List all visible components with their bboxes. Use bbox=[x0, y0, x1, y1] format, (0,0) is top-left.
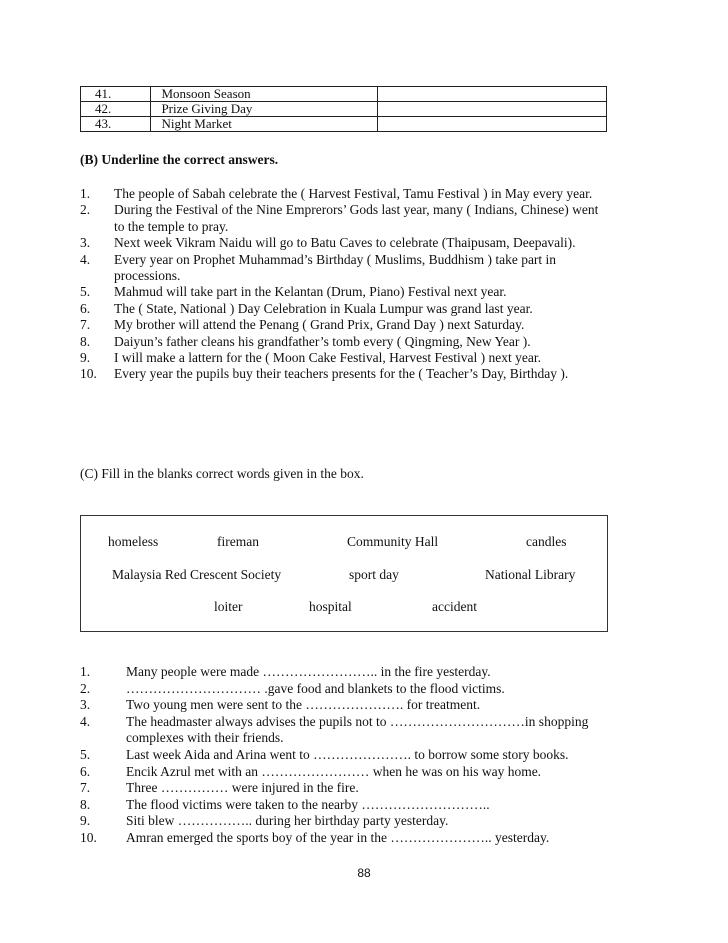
row-number: 41. bbox=[81, 87, 151, 102]
word-accident: accident bbox=[432, 599, 477, 614]
item-text: The headmaster always advises the pupils not to …………………………in shopping complexes with their friends. bbox=[126, 713, 589, 746]
row-blank-cell bbox=[378, 87, 607, 102]
word-national-library: National Library bbox=[485, 567, 576, 582]
item-number: 6. bbox=[80, 763, 91, 779]
word-red-crescent: Malaysia Red Crescent Society bbox=[112, 567, 282, 582]
word-loiter: loiter bbox=[214, 599, 243, 614]
row-number: 42. bbox=[81, 102, 151, 117]
table-row bbox=[81, 102, 607, 117]
list-item bbox=[80, 681, 620, 698]
page-number: 88 bbox=[357, 866, 371, 880]
list-item bbox=[80, 764, 620, 781]
section-b-heading: (B) Underline the correct answers. bbox=[80, 152, 279, 167]
item-number: 1. bbox=[80, 664, 91, 679]
section-c-heading: (C) Fill in the blanks correct words given in the box. bbox=[80, 466, 364, 481]
word-fireman: fireman bbox=[217, 534, 259, 549]
item-text: Next week Vikram Naidu will go to Batu Caves to celebrate (Thaipusam, Deepavali). bbox=[114, 235, 576, 251]
item-number: 9. bbox=[80, 350, 91, 366]
list-item bbox=[80, 301, 610, 317]
list-item bbox=[80, 830, 620, 847]
item-number: 5. bbox=[80, 746, 91, 762]
list-item bbox=[80, 714, 620, 747]
item-text: The flood victims were taken to the nearby ……………………….. bbox=[126, 796, 490, 812]
word-community-hall: Community Hall bbox=[347, 534, 439, 549]
list-item bbox=[80, 350, 610, 366]
item-text: Every year on Prophet Muhammad’s Birthday ( Muslims, Buddhism ) take part in processions. bbox=[114, 251, 557, 284]
item-number: 9. bbox=[80, 813, 91, 829]
row-number: 43. bbox=[81, 117, 151, 132]
item-number: 8. bbox=[80, 796, 91, 812]
item-text: My brother will attend the Penang ( Grand Prix, Grand Day ) next Saturday. bbox=[114, 317, 525, 333]
list-item bbox=[80, 747, 620, 764]
table-row bbox=[81, 87, 607, 102]
item-text: I will make a lattern for the ( Moon Cake Festival, Harvest Festival ) next year. bbox=[114, 350, 542, 366]
list-item bbox=[80, 780, 620, 797]
festival-table bbox=[80, 86, 607, 132]
list-item bbox=[80, 252, 610, 285]
table-row bbox=[81, 117, 607, 132]
row-name: Prize Giving Day bbox=[151, 102, 378, 117]
row-blank-cell bbox=[378, 117, 607, 132]
item-number: 7. bbox=[80, 317, 91, 333]
item-text: Three …………… were injured in the fire. bbox=[126, 780, 359, 796]
word-sport-day: sport day bbox=[349, 567, 399, 582]
item-number: 7. bbox=[80, 780, 91, 796]
list-item bbox=[80, 334, 610, 350]
list-item bbox=[80, 284, 610, 300]
item-text: Every year the pupils buy their teachers presents for the ( Teacher’s Day, Birthday ). bbox=[114, 366, 569, 382]
item-text: Many people were made …………………….. in the fire yesterday. bbox=[126, 664, 491, 679]
list-item bbox=[80, 186, 610, 202]
row-blank-cell bbox=[378, 102, 607, 117]
item-text: Encik Azrul met with an …………………… when he was on his way home. bbox=[126, 763, 542, 779]
item-number: 2. bbox=[80, 680, 91, 696]
list-item bbox=[80, 697, 620, 714]
item-number: 3. bbox=[80, 235, 91, 251]
item-number: 10. bbox=[80, 829, 97, 845]
item-text: Siti blew …………….. during her birthday party yesterday. bbox=[126, 813, 449, 829]
list-item bbox=[80, 202, 610, 235]
item-number: 4. bbox=[80, 713, 91, 729]
item-text: ………………………… .gave food and blankets to the flood victims. bbox=[126, 680, 505, 696]
item-text: Amran emerged the sports boy of the year in the ………………….. yesterday. bbox=[126, 829, 550, 845]
word-homeless: homeless bbox=[108, 534, 159, 549]
list-item bbox=[80, 664, 620, 681]
section-c-list bbox=[80, 664, 620, 847]
item-number: 8. bbox=[80, 333, 91, 349]
row-name: Night Market bbox=[151, 117, 378, 132]
item-number: 3. bbox=[80, 697, 91, 713]
item-text: The people of Sabah celebrate the ( Harvest Festival, Tamu Festival ) in May every year. bbox=[114, 186, 593, 201]
list-item bbox=[80, 797, 620, 814]
word-box bbox=[80, 515, 608, 632]
word-candles: candles bbox=[526, 534, 567, 549]
item-text: The ( State, National ) Day Celebration in Kuala Lumpur was grand last year. bbox=[114, 300, 533, 316]
item-number: 1. bbox=[80, 186, 91, 201]
item-text: Two young men were sent to the …………………. for treatment. bbox=[126, 697, 481, 713]
item-text: Last week Aida and Arina went to …………………. to borrow some story books. bbox=[126, 746, 569, 762]
list-item bbox=[80, 366, 610, 382]
item-number: 6. bbox=[80, 300, 91, 316]
section-b-list bbox=[80, 186, 610, 383]
row-name: Monsoon Season bbox=[151, 87, 378, 102]
list-item bbox=[80, 317, 610, 333]
word-hospital: hospital bbox=[309, 599, 352, 614]
item-number: 10. bbox=[80, 366, 97, 382]
item-text: Mahmud will take part in the Kelantan (Drum, Piano) Festival next year. bbox=[114, 284, 507, 300]
item-number: 4. bbox=[80, 251, 91, 267]
item-number: 2. bbox=[80, 202, 91, 218]
list-item bbox=[80, 235, 610, 251]
item-number: 5. bbox=[80, 284, 91, 300]
list-item bbox=[80, 813, 620, 830]
item-text: During the Festival of the Nine Emprerors’ Gods last year, many ( Indians, Chinese) went to the temple to pray. bbox=[114, 202, 599, 234]
item-text: Daiyun’s father cleans his grandfather’s tomb every ( Qingming, New Year ). bbox=[114, 333, 531, 349]
